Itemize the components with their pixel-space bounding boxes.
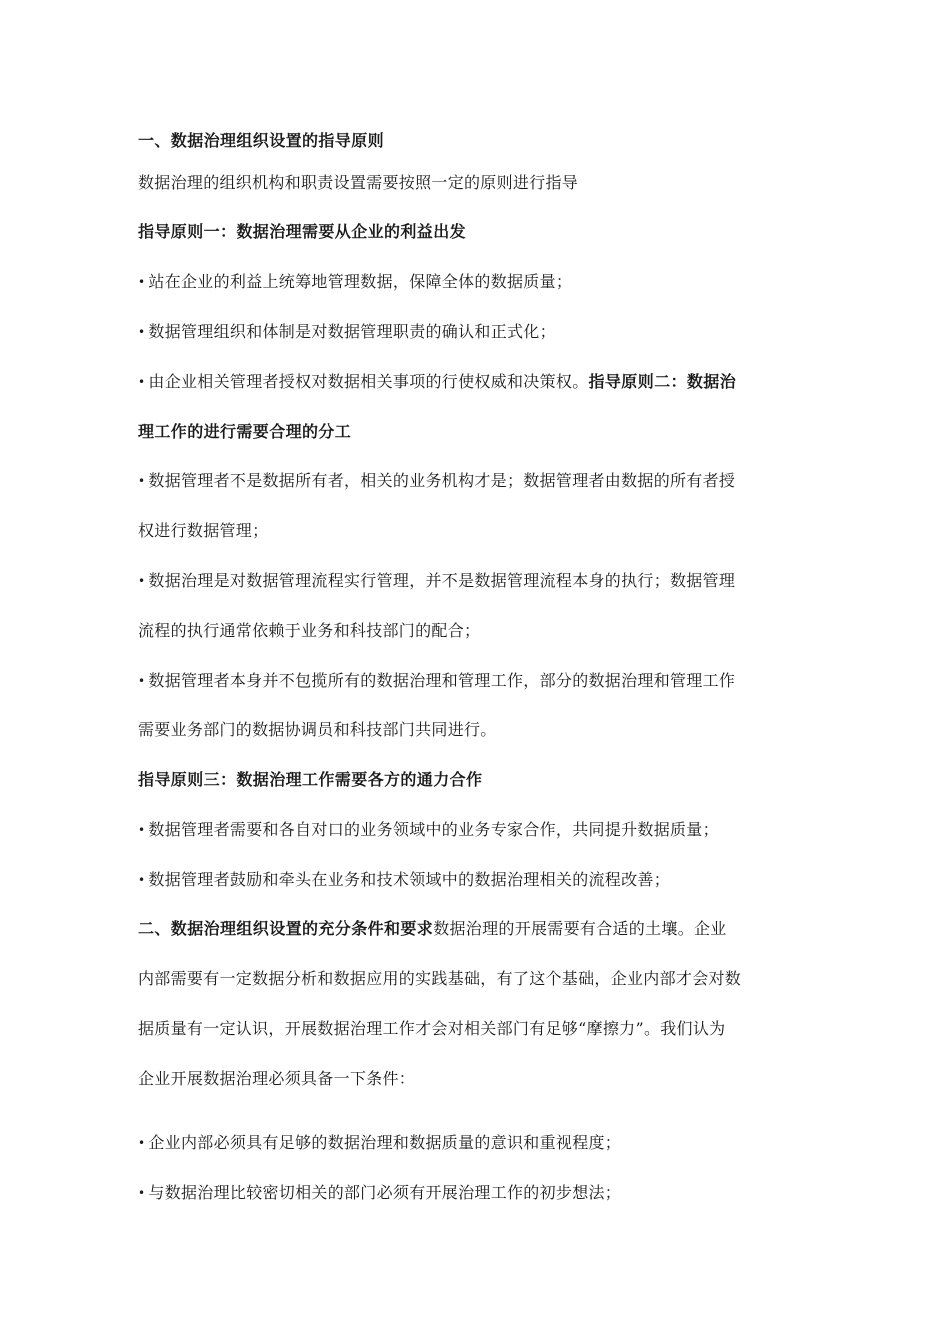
section-1-intro: 数据治理的组织机构和职责设置需要按照一定的原则进行指导 (138, 173, 579, 192)
principle-1-title: 指导原则一：数据治理需要从企业的利益出发 (138, 222, 467, 241)
list-item-continued: 流程的执行通常依赖于业务和科技部门的配合； (138, 621, 481, 640)
principle-2-title-continued: 理工作的进行需要合理的分工 (138, 422, 352, 441)
list-item: • 由企业相关管理者授权对数据相关事项的行使权威和决策权。指导原则二：数据治 (138, 372, 737, 391)
bullet-icon: • (138, 474, 146, 488)
section-1-heading: 一、数据治理组织设置的指导原则 (138, 131, 385, 150)
list-item: • 数据管理者不是数据所有者，相关的业务机构才是；数据管理者由数据的所有者授 (138, 471, 736, 490)
list-item-continued: 权进行数据管理； (138, 521, 269, 540)
list-item: • 与数据治理比较密切相关的部门必须有开展治理工作的初步想法； (138, 1183, 622, 1202)
section-2-heading-line (138, 918, 727, 940)
section-2-paragraph-line: 企业开展数据治理必须具备一下条件： (138, 1069, 416, 1088)
principle-2-title: 指导原则二：数据治 (588, 372, 737, 391)
bullet-icon: • (138, 1136, 146, 1150)
bullet-icon: • (138, 574, 146, 588)
list-item: • 数据管理者本身并不包揽所有的数据治理和管理工作，部分的数据治理和管理工作 (138, 671, 736, 690)
bullet-icon: • (138, 1186, 146, 1200)
bullet-icon: • (138, 375, 146, 389)
list-item: • 数据管理者需要和各自对口的业务领域中的业务专家合作，共同提升数据质量； (138, 820, 719, 839)
bullet-icon: • (138, 823, 146, 837)
list-item: • 数据治理是对数据管理流程实行管理，并不是数据管理流程本身的执行；数据管理 (138, 571, 736, 590)
bullet-icon: • (138, 873, 146, 887)
list-item: • 企业内部必须具有足够的数据治理和数据质量的意识和重视程度； (138, 1133, 622, 1152)
section-2-paragraph-line: 据质量有一定认识，开展数据治理工作才会对相关部门有足够“摩擦力”。我们认为 (138, 1019, 726, 1038)
list-item-continued: 需要业务部门的数据协调员和科技部门共同进行。 (138, 720, 497, 739)
section-2-paragraph-start: 数据治理的开展需要有合适的土壤。企业 (433, 919, 727, 938)
bullet-icon: • (138, 325, 146, 339)
section-2-heading: 二、数据治理组织设置的充分条件和要求 (138, 919, 434, 938)
bullet-icon: • (138, 275, 146, 289)
list-item: • 数据管理者鼓励和牵头在业务和技术领域中的数据治理相关的流程改善； (138, 870, 670, 889)
list-item: • 站在企业的利益上统筹地管理数据，保障全体的数据质量； (138, 272, 573, 291)
section-2-paragraph-line: 内部需要有一定数据分析和数据应用的实践基础，有了这个基础，企业内部才会对数 (138, 969, 742, 988)
list-item: • 数据管理组织和体制是对数据管理职责的确认和正式化； (138, 322, 556, 341)
bullet-icon: • (138, 674, 146, 688)
principle-3-title: 指导原则三：数据治理工作需要各方的通力合作 (138, 770, 483, 789)
